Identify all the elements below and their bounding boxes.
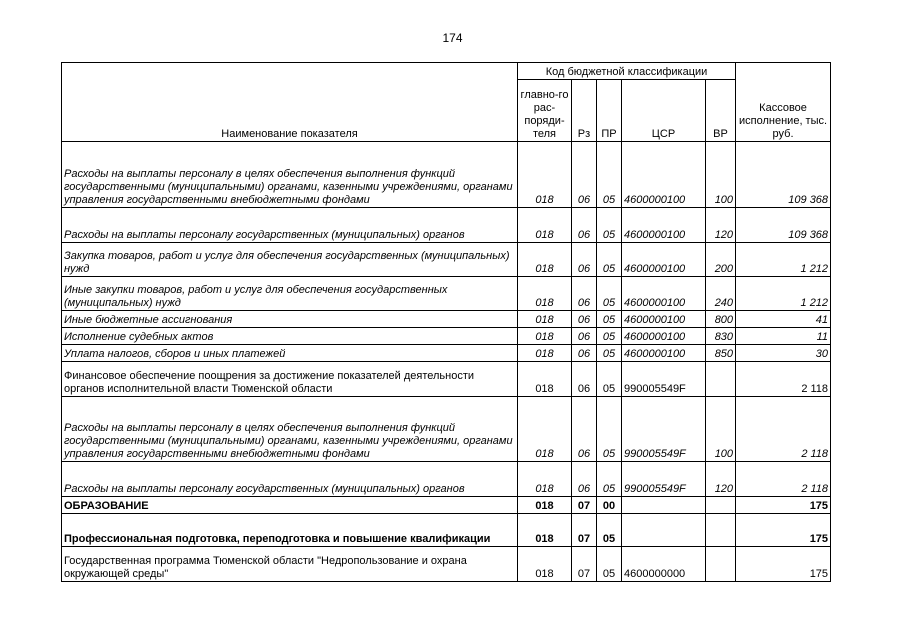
row-name: Иные закупки товаров, работ и услуг для обеспечения государственных (муниципальных) нужд bbox=[62, 277, 518, 311]
row-rz: 06 bbox=[572, 277, 597, 311]
row-glava: 018 bbox=[518, 497, 572, 514]
row-csr bbox=[622, 497, 706, 514]
table-row bbox=[62, 362, 831, 397]
table-row bbox=[62, 328, 831, 345]
row-csr: 4600000100 bbox=[622, 328, 706, 345]
row-rz: 06 bbox=[572, 362, 597, 397]
row-glava: 018 bbox=[518, 208, 572, 243]
row-rz: 06 bbox=[572, 311, 597, 328]
row-name: Исполнение судебных актов bbox=[62, 328, 518, 345]
row-vr: 800 bbox=[706, 311, 736, 328]
row-vr: 120 bbox=[706, 462, 736, 497]
header-vr: ВР bbox=[706, 80, 736, 142]
header-csr: ЦСР bbox=[622, 80, 706, 142]
row-glava: 018 bbox=[518, 547, 572, 582]
row-vr: 100 bbox=[706, 142, 736, 208]
row-amount: 175 bbox=[736, 547, 831, 582]
row-pr: 05 bbox=[597, 462, 622, 497]
row-csr: 4600000100 bbox=[622, 311, 706, 328]
row-vr bbox=[706, 362, 736, 397]
row-glava: 018 bbox=[518, 328, 572, 345]
row-vr bbox=[706, 514, 736, 547]
row-name: ОБРАЗОВАНИЕ bbox=[62, 497, 518, 514]
row-csr: 4600000000 bbox=[622, 547, 706, 582]
row-glava: 018 bbox=[518, 397, 572, 462]
row-csr: 4600000100 bbox=[622, 243, 706, 277]
row-csr: 4600000100 bbox=[622, 208, 706, 243]
header-code-group: Код бюджетной классификации bbox=[518, 63, 736, 80]
row-pr: 05 bbox=[597, 208, 622, 243]
row-name: Расходы на выплаты персоналу государственных (муниципальных) органов bbox=[62, 462, 518, 497]
row-vr: 120 bbox=[706, 208, 736, 243]
row-pr: 05 bbox=[597, 547, 622, 582]
row-amount: 109 368 bbox=[736, 142, 831, 208]
row-glava: 018 bbox=[518, 462, 572, 497]
row-pr: 05 bbox=[597, 243, 622, 277]
budget-table bbox=[61, 62, 831, 582]
row-vr: 830 bbox=[706, 328, 736, 345]
row-pr: 05 bbox=[597, 345, 622, 362]
row-vr: 240 bbox=[706, 277, 736, 311]
row-pr: 05 bbox=[597, 311, 622, 328]
row-amount: 109 368 bbox=[736, 208, 831, 243]
header-glava: главно-го рас-поряди-теля bbox=[518, 80, 572, 142]
row-glava: 018 bbox=[518, 514, 572, 547]
header-pr: ПР bbox=[597, 80, 622, 142]
row-glava: 018 bbox=[518, 277, 572, 311]
row-amount: 2 118 bbox=[736, 397, 831, 462]
table-row bbox=[62, 462, 831, 497]
row-name: Уплата налогов, сборов и иных платежей bbox=[62, 345, 518, 362]
header-rz: Рз bbox=[572, 80, 597, 142]
row-glava: 018 bbox=[518, 142, 572, 208]
row-rz: 07 bbox=[572, 514, 597, 547]
row-rz: 06 bbox=[572, 328, 597, 345]
row-name: Расходы на выплаты персоналу государственных (муниципальных) органов bbox=[62, 208, 518, 243]
table-row bbox=[62, 311, 831, 328]
row-rz: 06 bbox=[572, 208, 597, 243]
row-glava: 018 bbox=[518, 345, 572, 362]
row-vr: 200 bbox=[706, 243, 736, 277]
row-csr: 4600000100 bbox=[622, 277, 706, 311]
row-vr bbox=[706, 497, 736, 514]
row-csr: 4600000100 bbox=[622, 345, 706, 362]
row-pr: 05 bbox=[597, 277, 622, 311]
table-row bbox=[62, 497, 831, 514]
row-amount: 30 bbox=[736, 345, 831, 362]
row-csr: 990005549F bbox=[622, 462, 706, 497]
row-amount: 11 bbox=[736, 328, 831, 345]
row-rz: 06 bbox=[572, 345, 597, 362]
row-glava: 018 bbox=[518, 362, 572, 397]
row-name: Государственная программа Тюменской области "Недропользование и охрана окружающей среды" bbox=[62, 547, 518, 582]
header-name: Наименование показателя bbox=[62, 63, 518, 142]
row-rz: 06 bbox=[572, 142, 597, 208]
table-row bbox=[62, 243, 831, 277]
row-vr: 850 bbox=[706, 345, 736, 362]
row-glava: 018 bbox=[518, 311, 572, 328]
row-csr bbox=[622, 514, 706, 547]
row-name: Профессиональная подготовка, переподготовка и повышение квалификации bbox=[62, 514, 518, 547]
row-pr: 05 bbox=[597, 328, 622, 345]
row-vr bbox=[706, 547, 736, 582]
row-csr: 990005549F bbox=[622, 362, 706, 397]
row-pr: 05 bbox=[597, 362, 622, 397]
row-glava: 018 bbox=[518, 243, 572, 277]
row-pr: 05 bbox=[597, 514, 622, 547]
row-pr: 00 bbox=[597, 497, 622, 514]
row-csr: 4600000100 bbox=[622, 142, 706, 208]
table-row bbox=[62, 208, 831, 243]
row-amount: 175 bbox=[736, 497, 831, 514]
row-pr: 05 bbox=[597, 142, 622, 208]
row-amount: 175 bbox=[736, 514, 831, 547]
row-name: Расходы на выплаты персоналу в целях обеспечения выполнения функций государственными (муниципальными) органами, казенными учреждениями, органами управления государственными внебюджетными фондами bbox=[62, 397, 518, 462]
row-rz: 06 bbox=[572, 243, 597, 277]
row-pr: 05 bbox=[597, 397, 622, 462]
row-amount: 2 118 bbox=[736, 462, 831, 497]
table-row bbox=[62, 547, 831, 582]
row-rz: 06 bbox=[572, 397, 597, 462]
row-name: Расходы на выплаты персоналу в целях обеспечения выполнения функций государственными (муниципальными) органами, казенными учреждениями, органами управления государственными внебюджетными фондами bbox=[62, 142, 518, 208]
table-body bbox=[62, 142, 831, 582]
row-vr: 100 bbox=[706, 397, 736, 462]
row-amount: 41 bbox=[736, 311, 831, 328]
table-row bbox=[62, 514, 831, 547]
row-amount: 1 212 bbox=[736, 277, 831, 311]
table-row bbox=[62, 277, 831, 311]
row-csr: 990005549F bbox=[622, 397, 706, 462]
row-rz: 07 bbox=[572, 497, 597, 514]
row-name: Иные бюджетные ассигнования bbox=[62, 311, 518, 328]
page-number: 174 bbox=[442, 31, 463, 45]
row-name: Закупка товаров, работ и услуг для обеспечения государственных (муниципальных) нужд bbox=[62, 243, 518, 277]
row-amount: 2 118 bbox=[736, 362, 831, 397]
row-name: Финансовое обеспечение поощрения за достижение показателей деятельности органов исполнительной власти Тюменской области bbox=[62, 362, 518, 397]
row-rz: 06 bbox=[572, 462, 597, 497]
row-rz: 07 bbox=[572, 547, 597, 582]
header-amount: Кассовое исполнение, тыс. руб. bbox=[736, 63, 831, 142]
row-amount: 1 212 bbox=[736, 243, 831, 277]
table-row bbox=[62, 142, 831, 208]
table-row bbox=[62, 345, 831, 362]
table-row bbox=[62, 397, 831, 462]
